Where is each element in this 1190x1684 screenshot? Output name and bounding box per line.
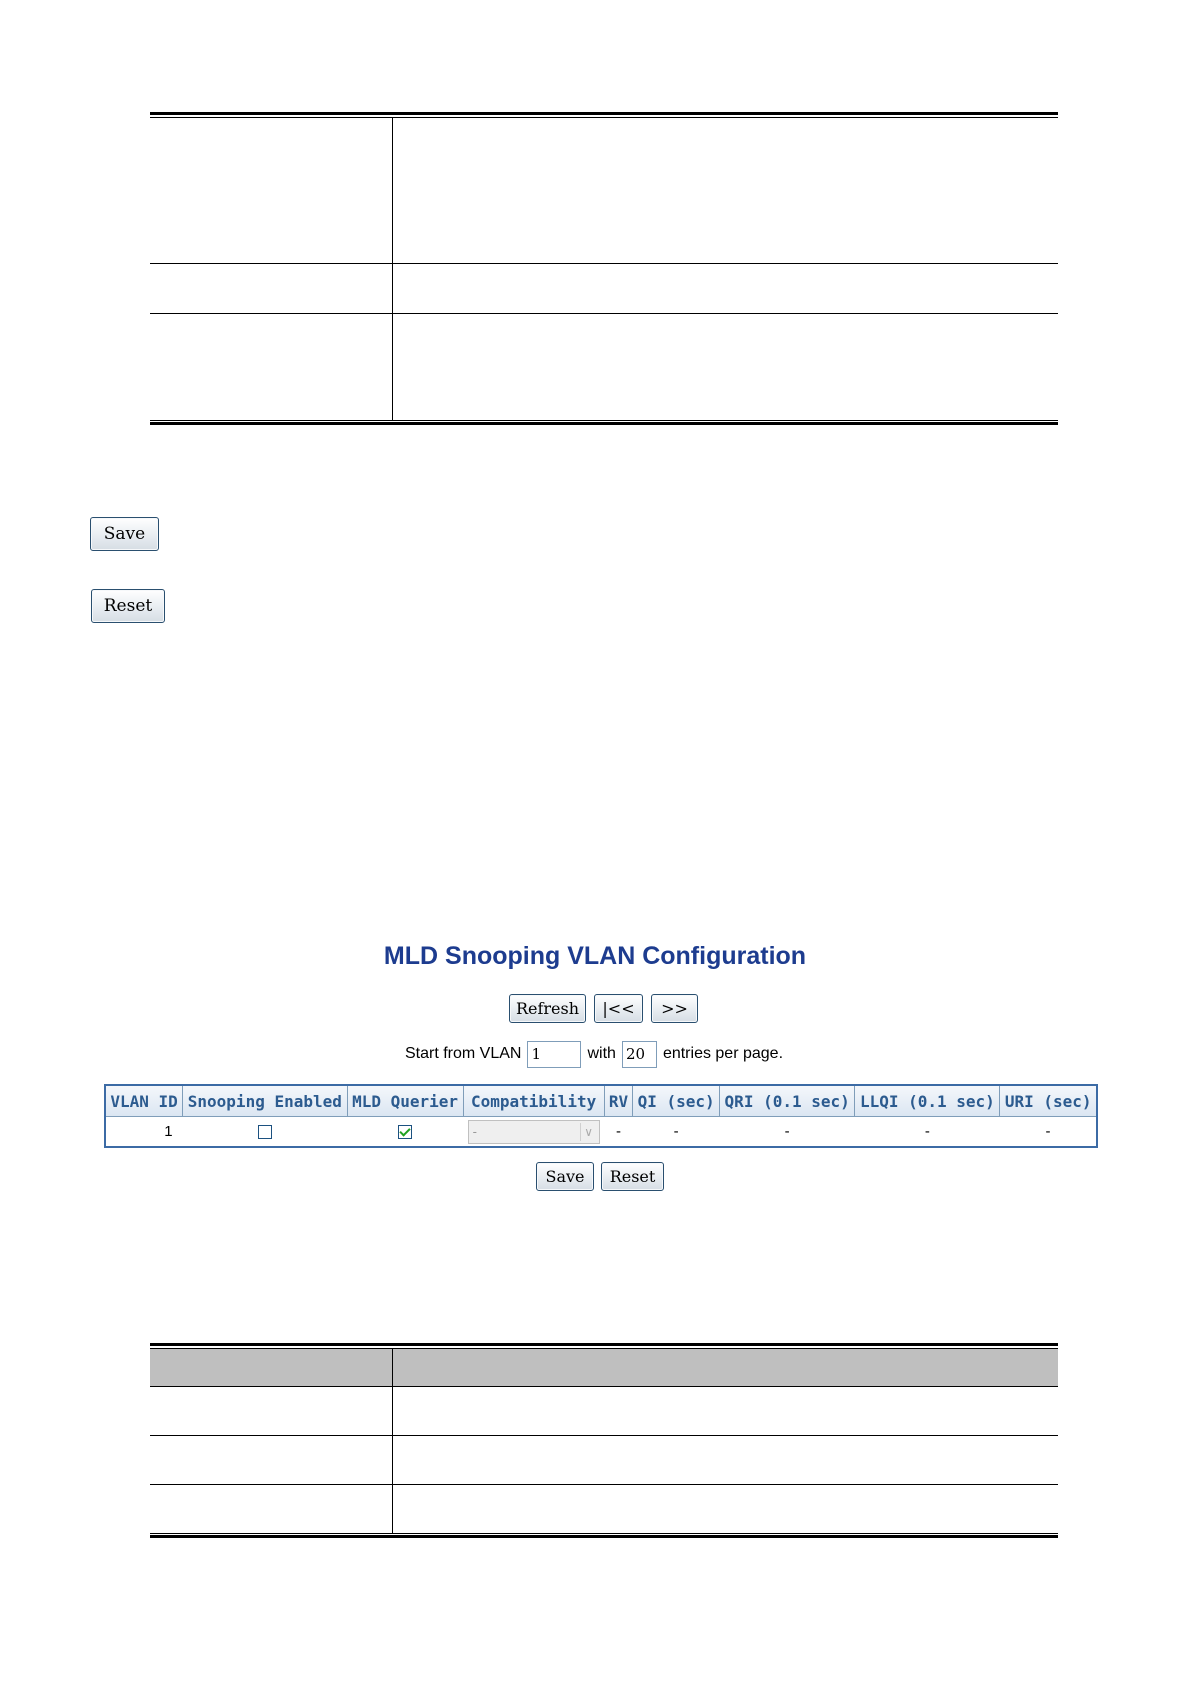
table-cell-left — [150, 1349, 393, 1386]
compatibility-select[interactable] — [468, 1120, 600, 1144]
header-mld-querier: MLD Querier — [347, 1085, 463, 1117]
entries-per-page-input[interactable] — [622, 1041, 657, 1068]
table-bottom-rule-thin — [150, 420, 1058, 421]
page-title: MLD Snooping VLAN Configuration — [383, 942, 807, 970]
table-row — [150, 1436, 1058, 1485]
paging-controls — [405, 1040, 783, 1068]
cell-compatibility — [463, 1117, 604, 1148]
table-cell-left — [150, 1436, 393, 1484]
table-row — [150, 264, 1058, 314]
mld-vlan-config-table — [104, 1084, 1098, 1148]
table-cell-left — [150, 118, 393, 263]
table-cell-left — [150, 314, 393, 420]
header-snooping-enabled: Snooping Enabled — [183, 1085, 348, 1117]
with-label: with — [587, 1045, 616, 1062]
panel-reset-button[interactable]: Reset — [601, 1162, 664, 1191]
table-row — [105, 1117, 1097, 1148]
first-page-button[interactable]: |<< — [594, 994, 643, 1023]
compatibility-value: - — [472, 1124, 477, 1139]
header-qri: QRI (0.1 sec) — [719, 1085, 854, 1117]
table-row — [150, 118, 1058, 264]
start-from-label: Start from VLAN — [405, 1045, 522, 1062]
table-bottom-rule — [150, 1535, 1058, 1538]
header-llqi: LLQI (0.1 sec) — [855, 1085, 1000, 1117]
cell-qri: - — [784, 1123, 790, 1140]
table-cell-left — [150, 1387, 393, 1435]
cell-rv: - — [615, 1123, 621, 1140]
table-top-rule — [150, 1343, 1058, 1346]
description-table-bottom — [150, 1343, 1058, 1538]
mld-querier-checkbox[interactable] — [398, 1125, 412, 1139]
snooping-enabled-checkbox[interactable] — [258, 1125, 272, 1139]
table-bottom-rule-thin — [150, 1533, 1058, 1534]
header-uri: URI (sec) — [1000, 1085, 1097, 1117]
chevron-down-icon: ∨ — [580, 1123, 597, 1141]
table-cell-left — [150, 1485, 393, 1533]
save-button[interactable]: Save — [90, 517, 159, 551]
table-row — [150, 1485, 1058, 1533]
table-header-row — [150, 1349, 1058, 1387]
cell-qi: - — [673, 1123, 679, 1140]
table-header-row — [105, 1085, 1097, 1117]
cell-vlan-id: 1 — [164, 1123, 173, 1140]
refresh-button[interactable]: Refresh — [509, 994, 586, 1023]
entries-per-page-label: entries per page. — [662, 1045, 784, 1062]
table-bottom-rule — [150, 422, 1058, 425]
cell-snooping-enabled — [183, 1117, 348, 1148]
header-compatibility: Compatibility — [463, 1085, 604, 1117]
start-vlan-input[interactable] — [527, 1041, 581, 1068]
reset-button[interactable]: Reset — [91, 589, 165, 623]
next-page-button[interactable]: >> — [651, 994, 698, 1023]
table-top-rule — [150, 112, 1058, 115]
panel-save-button[interactable]: Save — [536, 1162, 594, 1191]
cell-mld-querier — [347, 1117, 463, 1148]
cell-uri: - — [1045, 1123, 1051, 1140]
table-cell-left — [150, 264, 393, 313]
table-row — [150, 314, 1058, 420]
header-rv: RV — [604, 1085, 633, 1117]
cell-llqi: - — [924, 1123, 930, 1140]
header-qi: QI (sec) — [633, 1085, 720, 1117]
table-row — [150, 1387, 1058, 1436]
header-vlan-id: VLAN ID — [105, 1085, 183, 1117]
description-table-top — [150, 112, 1058, 425]
